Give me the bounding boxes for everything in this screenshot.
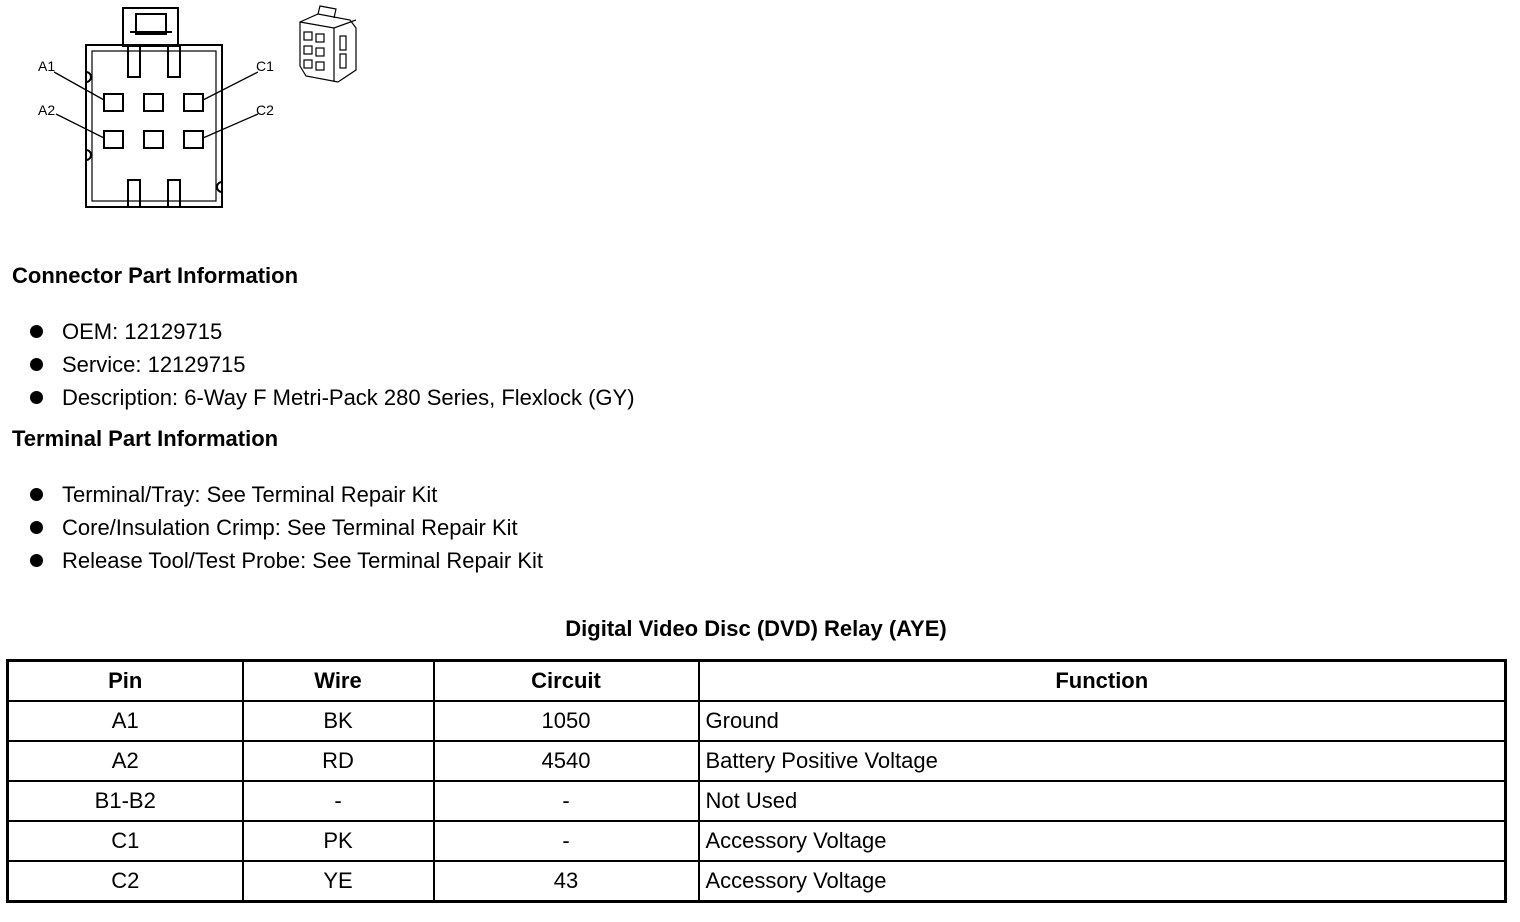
terminal-part-info-heading: Terminal Part Information [12, 426, 279, 451]
cell-function: Accessory Voltage [699, 821, 1506, 861]
cell-circuit: 1050 [434, 701, 699, 741]
bullet-icon [30, 488, 43, 501]
cell-function: Accessory Voltage [699, 861, 1506, 902]
column-header-function: Function [699, 661, 1506, 702]
cavity-c1 [184, 94, 203, 111]
cell-circuit: 4540 [434, 741, 699, 781]
cell-wire: YE [243, 861, 434, 902]
table-row [8, 741, 1506, 781]
cell-function: Battery Positive Voltage [699, 741, 1506, 781]
cell-pin: C1 [8, 821, 243, 861]
column-header-wire: Wire [243, 661, 434, 702]
pin-label-c1: C1 [256, 58, 274, 74]
list-item: Service: 12129715 [28, 348, 635, 381]
cell-wire: BK [243, 701, 434, 741]
cell-wire: PK [243, 821, 434, 861]
column-header-circuit: Circuit [434, 661, 699, 702]
cell-pin: A1 [8, 701, 243, 741]
table-row [8, 821, 1506, 861]
connector-diagram [0, 0, 380, 220]
cell-pin: B1-B2 [8, 781, 243, 821]
cell-pin: A2 [8, 741, 243, 781]
bullet-icon [30, 325, 43, 338]
cell-wire: RD [243, 741, 434, 781]
bullet-icon [30, 391, 43, 404]
cell-function: Not Used [699, 781, 1506, 821]
connector-thumbnail [300, 6, 356, 82]
cavity-a1 [104, 94, 123, 111]
list-item: Terminal/Tray: See Terminal Repair Kit [28, 478, 543, 511]
column-header-pin: Pin [8, 661, 243, 702]
terminal-part-info-list [28, 478, 543, 577]
connector-housing [86, 45, 222, 207]
list-item: Release Tool/Test Probe: See Terminal Repair Kit [28, 544, 543, 577]
cavity-c2 [184, 131, 203, 148]
pin-table [6, 659, 1507, 903]
cell-function: Ground [699, 701, 1506, 741]
connector-part-info-list [28, 315, 635, 414]
pin-label-c2: C2 [256, 102, 274, 118]
list-item: Description: 6-Way F Metri-Pack 280 Series, Flexlock (GY) [28, 381, 635, 414]
cavity-a2 [104, 131, 123, 148]
bullet-icon [30, 554, 43, 567]
bullet-icon [30, 358, 43, 371]
cavity-b2 [144, 131, 163, 148]
connector-part-info-heading: Connector Part Information [12, 263, 299, 288]
cell-wire: - [243, 781, 434, 821]
bullet-icon [30, 521, 43, 534]
table-row [8, 781, 1506, 821]
table-title: Digital Video Disc (DVD) Relay (AYE) [565, 616, 947, 641]
pin-label-a2: A2 [38, 102, 56, 118]
cell-circuit: 43 [434, 861, 699, 902]
cell-circuit: - [434, 781, 699, 821]
cell-pin: C2 [8, 861, 243, 902]
table-row [8, 701, 1506, 741]
table-header-row [8, 661, 1506, 702]
connector-latch [123, 8, 178, 46]
cavity-b1 [144, 94, 163, 111]
cell-circuit: - [434, 821, 699, 861]
leader-lines [54, 72, 258, 138]
pin-cavities [104, 94, 203, 148]
list-item: Core/Insulation Crimp: See Terminal Repair Kit [28, 511, 543, 544]
table-row [8, 861, 1506, 902]
pin-label-a1: A1 [38, 58, 56, 74]
list-item: OEM: 12129715 [28, 315, 635, 348]
